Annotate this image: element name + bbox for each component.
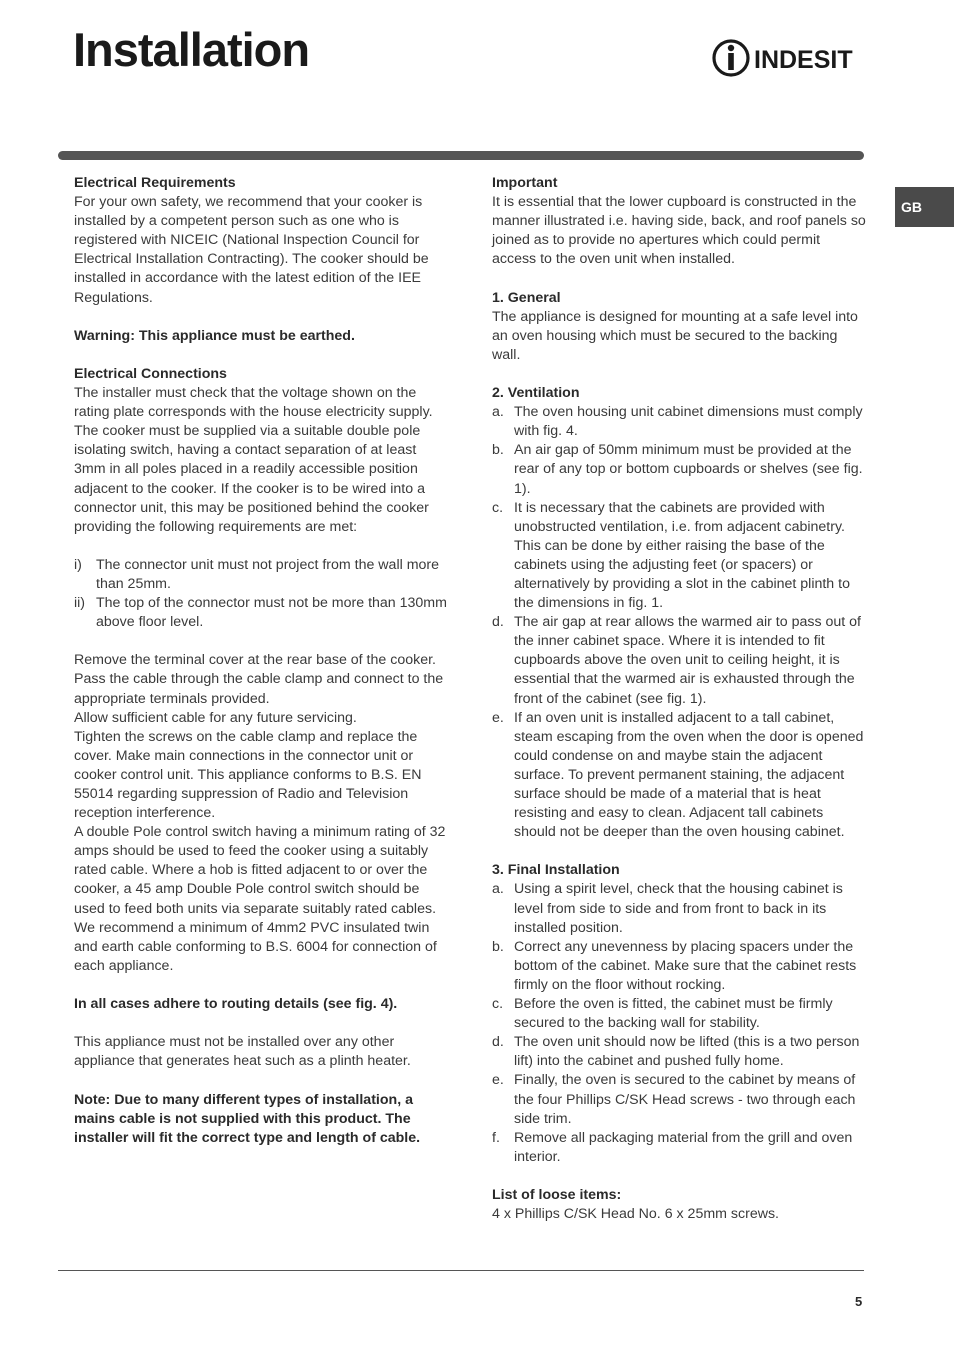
list-item: i) The connector unit must not project from the wall more than 25mm. [74, 556, 440, 592]
brand-name: INDESIT [754, 46, 853, 74]
right-column [492, 174, 866, 1224]
allow-paragraph: Allow sufficient cable for any future servicing. [74, 709, 357, 726]
list-item: f. Remove all packaging material from the grill and oven interior. [492, 1129, 853, 1165]
list-item: b. An air gap of 50mm minimum must be provided at the rear of any top or bottom cupboards or shelves (see fig. 1). [492, 442, 863, 497]
general-heading: 1. General [492, 289, 561, 306]
ventilation-heading: 2. Ventilation [492, 385, 580, 402]
electrical-requirements-heading: Electrical Requirements [74, 175, 236, 191]
mains-cable-note: Note: Due to many different types of installation, a mains cable is not supplied with this product. The installer will fit the correct type and length of cable. [74, 1091, 421, 1146]
terminal-paragraph: Remove the terminal cover at the rear base of the cooker. Pass the cable through the cable clamp and connect to the appropriate terminals provided. [74, 652, 444, 707]
list-item: c. Before the oven is fitted, the cabinet must be firmly secured to the backing wall for stability. [492, 996, 833, 1032]
electrical-requirements-text: For your own safety, we recommend that your cooker is installed by a competent person such as one who is registered with NICEIC (National Inspection Council for Electrical Installation Contracting). The cooker should be installed in accordance with the latest edition of the IEE Regulations. [74, 194, 429, 306]
loose-items-text: 4 x Phillips C/SK Head No. 6 x 25mm screws. [492, 1206, 779, 1223]
indesit-logo [712, 36, 864, 80]
list-item: a. Using a spirit level, check that the housing cabinet is level from side to side and from front to back in its installed position. [492, 881, 843, 936]
list-item: d. The oven unit should now be lifted (this is a two person lift) into the cabinet and pushed fully home. [492, 1034, 860, 1070]
list-item: b. Correct any unevenness by placing spacers under the bottom of the cabinet. Make sure that the cabinet rests firmly on the floor without rocking. [492, 938, 857, 993]
final-installation-heading: 3. Final Installation [492, 862, 620, 879]
routing-note: In all cases adhere to routing details (see fig. 4). [74, 996, 398, 1013]
list-item: e. Finally, the oven is secured to the cabinet by means of the four Phillips C/SK Head screws - two through each side trim. [492, 1072, 856, 1127]
page-title: Installation [73, 23, 310, 76]
plinth-paragraph: This appliance must not be installed over any other appliance that generates heat such as a plinth heater. [74, 1034, 411, 1070]
recommend-paragraph: We recommend a minimum of 4mm2 PVC insulated twin and earth cable conforming to B.S. 6004 for connection of each appliance. [74, 919, 437, 974]
footer-rule [58, 1270, 864, 1271]
general-text: The appliance is designed for mounting at a safe level into an oven housing which must be secured to the backing wall. [492, 308, 858, 363]
important-text: It is essential that the lower cupboard is constructed in the manner illustrated i.e. having side, back, and roof panels so joined as to provide no apertures which could permit access to the oven unit when installed. [492, 194, 866, 268]
list-item: d. The air gap at rear allows the warmed air to pass out of the inner cabinet space. Where it is intended to fit cupboards above the oven unit to ceiling height, it is essential that the warmed air is exhausted through the front of the cabinet (see fig. 1). [492, 614, 861, 707]
double-pole-paragraph: A double Pole control switch having a minimum rating of 32 amps should be used to feed the cooker using a suitably rated cable. Where a hob is fitted adjacent to or over the cooker, a 45 amp Double Pole control switch should be used to feed both units via separate suitably rated cables. [74, 824, 446, 917]
loose-items-heading: List of loose items: [492, 1186, 622, 1203]
electrical-connections-text: The installer must check that the voltage shown on the rating plate corresponds with the house electricity supply. The cooker must be supplied via a suitable double pole isolating switch, having a contact separation of at least 3mm in all poles placed in a readily accessible position adjacent to the cooker. If the cooker is to be wired into a connector unit, this may be positioned behind the cooker providing the following requirements are met: [74, 385, 433, 535]
list-item: ii) The top of the connector must not be more than 130mm above floor level. [74, 595, 447, 631]
header-rule [58, 151, 864, 160]
language-tab: GB [895, 187, 954, 227]
list-item: c. It is necessary that the cabinets are provided with unobstructed ventilation, i.e. from adjacent cabinetry. This can be done by either raising the base of the cabinets using the adjusting feet (or spacers) or alternatively by providing a slot in the cabinet plinth to the dimensions in fig. 1. [492, 499, 850, 612]
electrical-connections-heading: Electrical Connections [74, 365, 227, 382]
left-column [74, 174, 448, 1148]
list-item: a. The oven housing unit cabinet dimensions must comply with fig. 4. [492, 404, 863, 440]
important-heading: Important [492, 175, 558, 191]
page-number: 5 [855, 1294, 863, 1309]
earthing-warning: Warning: This appliance must be earthed. [74, 327, 355, 344]
list-item: e. If an oven unit is installed adjacent to a tall cabinet, steam escaping from the oven when the door is opened could condense on and maybe stain the adjacent surface. To prevent permanent staining, the adjacent surface should be made of a material that is heat resisting and easy to clean. Adjacent tall cabinets should not be deeper than the oven housing cabinet. [492, 709, 864, 841]
tighten-paragraph: Tighten the screws on the cable clamp and replace the cover. Make main connections in the connector unit or cooker control unit. This appliance conforms to B.S. EN 55014 regarding suppression of Radio and Television reception interference. [74, 728, 422, 822]
